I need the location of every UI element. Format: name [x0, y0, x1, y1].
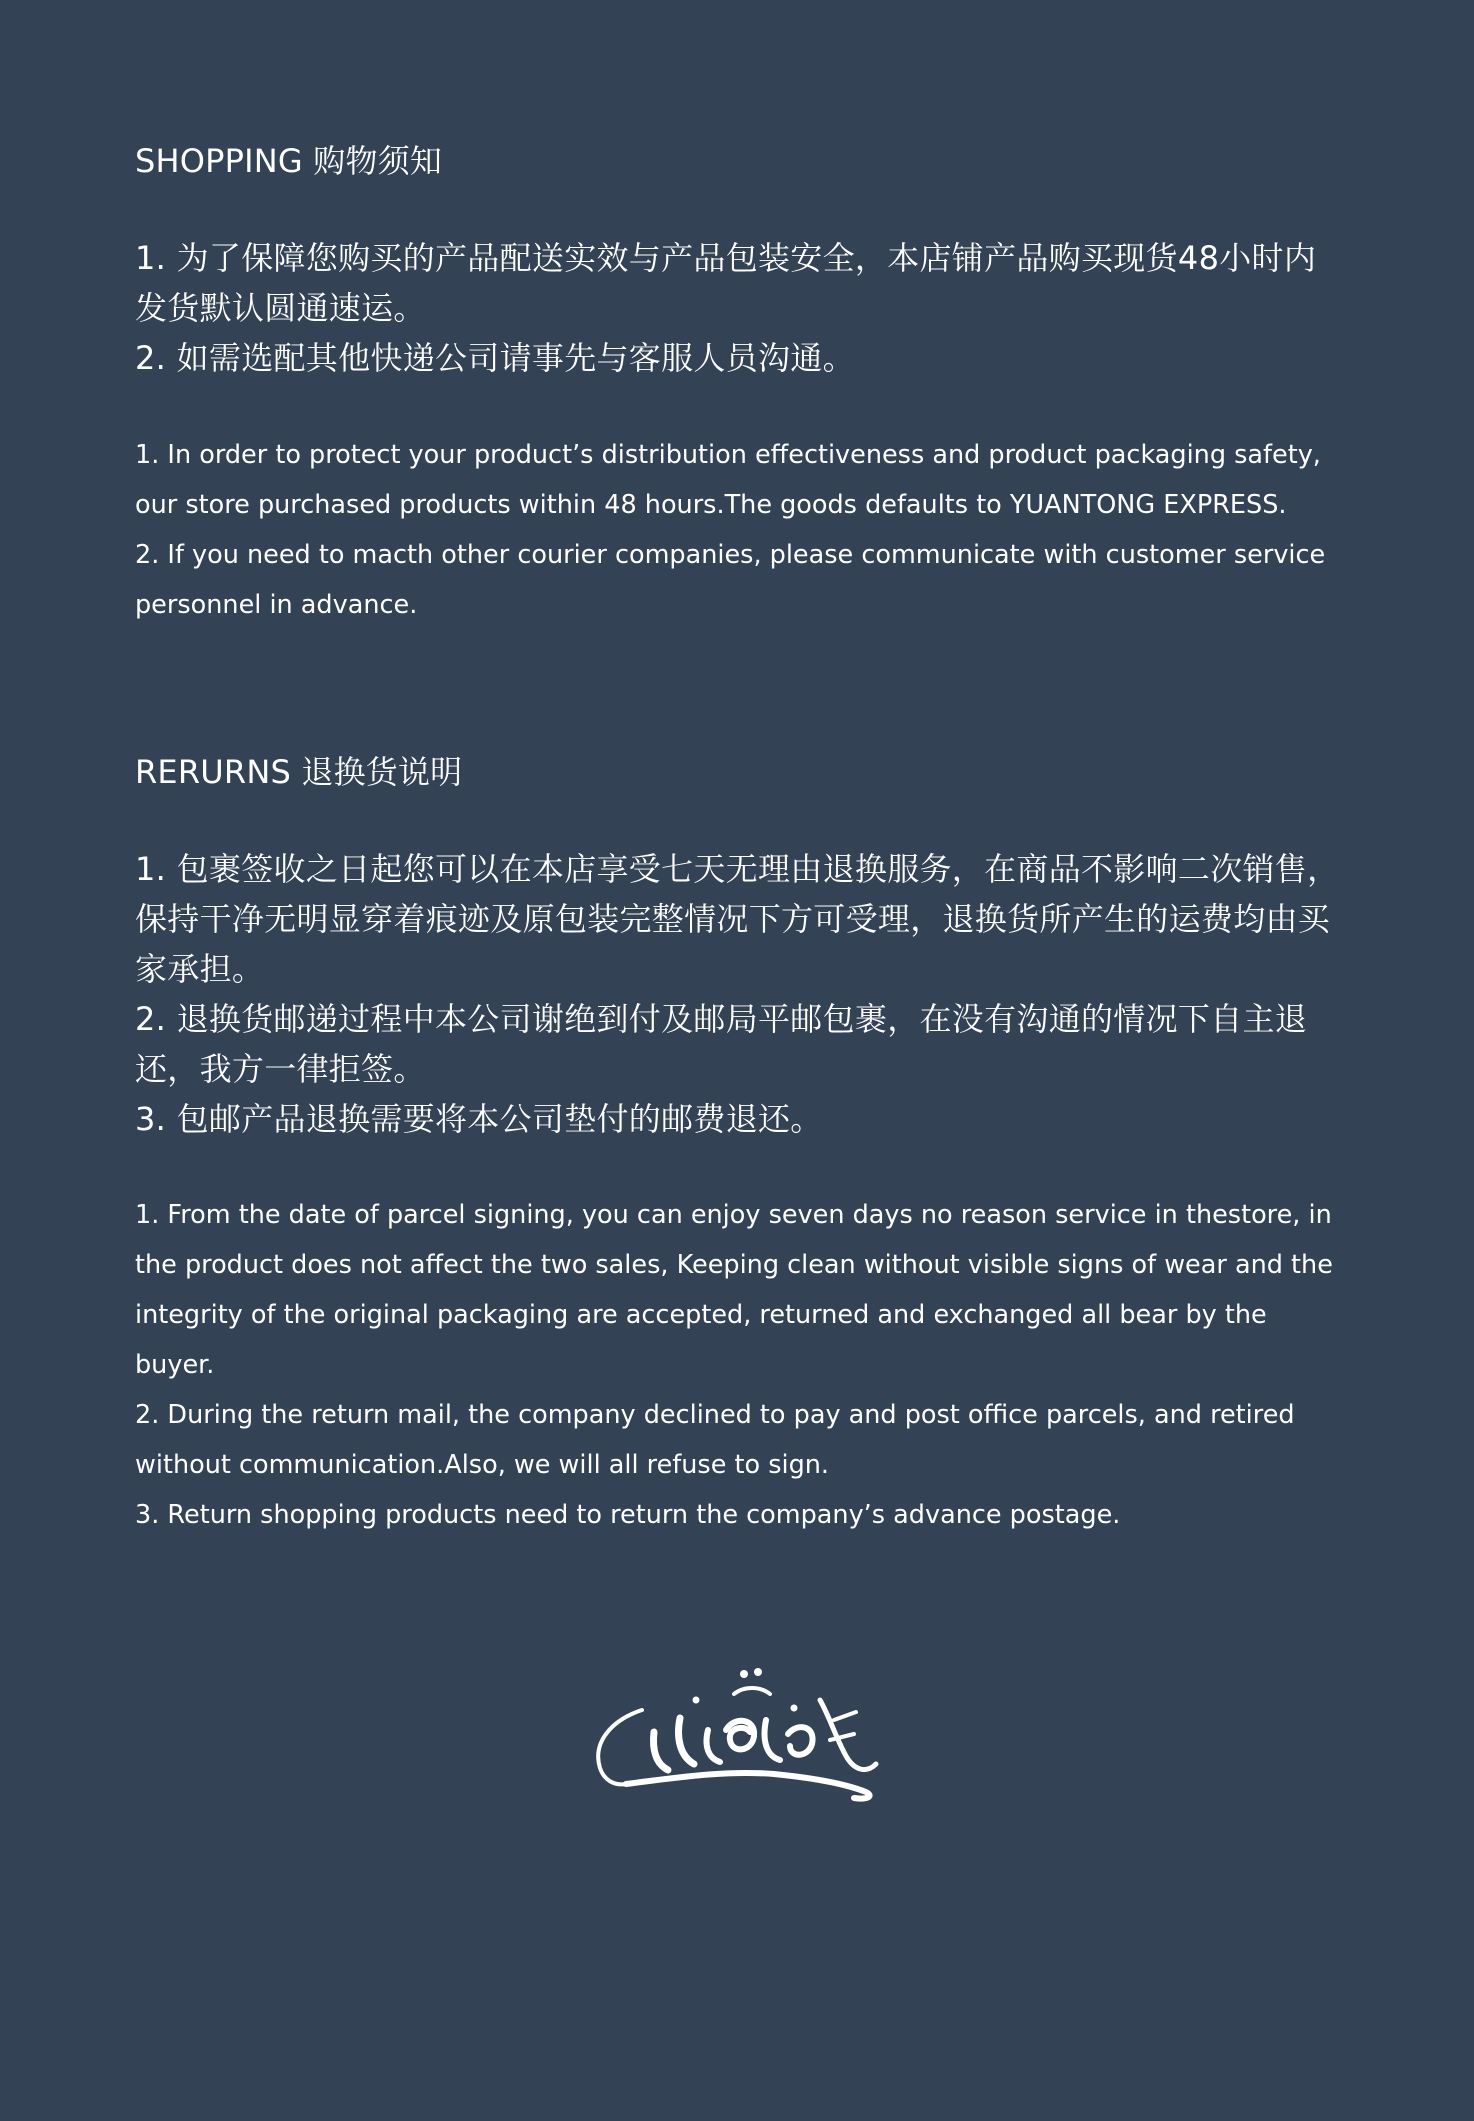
- calligraphy-logo-icon: [584, 1660, 894, 1810]
- shopping-title: SHOPPING 购物须知: [135, 142, 443, 180]
- returns-cn-list: [135, 844, 1345, 1144]
- returns-en-item: 1. From the date of parcel signing, you can enjoy seven days no reason service in thestore, in the product does not affect the two sales, Keeping clean without visible signs of wear and the integrity of the original packaging are accepted, returned and exchanged all bear by the buyer.: [135, 1200, 1333, 1380]
- returns-cn-item: 1. 包裹签收之日起您可以在本店享受七天无理由退换服务，在商品不影响二次销售，保持干净无明显穿着痕迹及原包装完整情况下方可受理，退换货所产生的运费均由买家承担。: [135, 850, 1340, 988]
- returns-en-item: 2. During the return mail, the company declined to pay and post office parcels, and retired without communication.Also, we will all refuse to sign.: [135, 1400, 1295, 1480]
- returns-en-list: [135, 1190, 1350, 1540]
- shopping-en-item: 2. If you need to macth other courier companies, please communicate with customer service personnel in advance.: [135, 540, 1326, 620]
- shopping-en-list: [135, 430, 1350, 630]
- shopping-cn-item: 1. 为了保障您购买的产品配送实效与产品包装安全，本店铺产品购买现货48小时内发货默认圆通速运。: [135, 239, 1317, 327]
- returns-cn-item: 3. 包邮产品退换需要将本公司垫付的邮费退还。: [135, 1100, 823, 1138]
- shopping-cn-item: 2. 如需选配其他快递公司请事先与客服人员沟通。: [135, 339, 855, 377]
- returns-cn-item: 2. 退换货邮递过程中本公司谢绝到付及邮局平邮包裹，在没有沟通的情况下自主退还，我方一律拒签。: [135, 1000, 1308, 1088]
- returns-en-item: 3. Return shopping products need to return the company’s advance postage.: [135, 1500, 1121, 1530]
- returns-title: RERURNS 退换货说明: [135, 753, 463, 791]
- shopping-cn-list: [135, 233, 1345, 383]
- shopping-en-item: 1. In order to protect your product’s distribution effectiveness and product packaging safety, our store purchased products within 48 hours.The goods defaults to YUANTONG EXPRESS.: [135, 440, 1321, 520]
